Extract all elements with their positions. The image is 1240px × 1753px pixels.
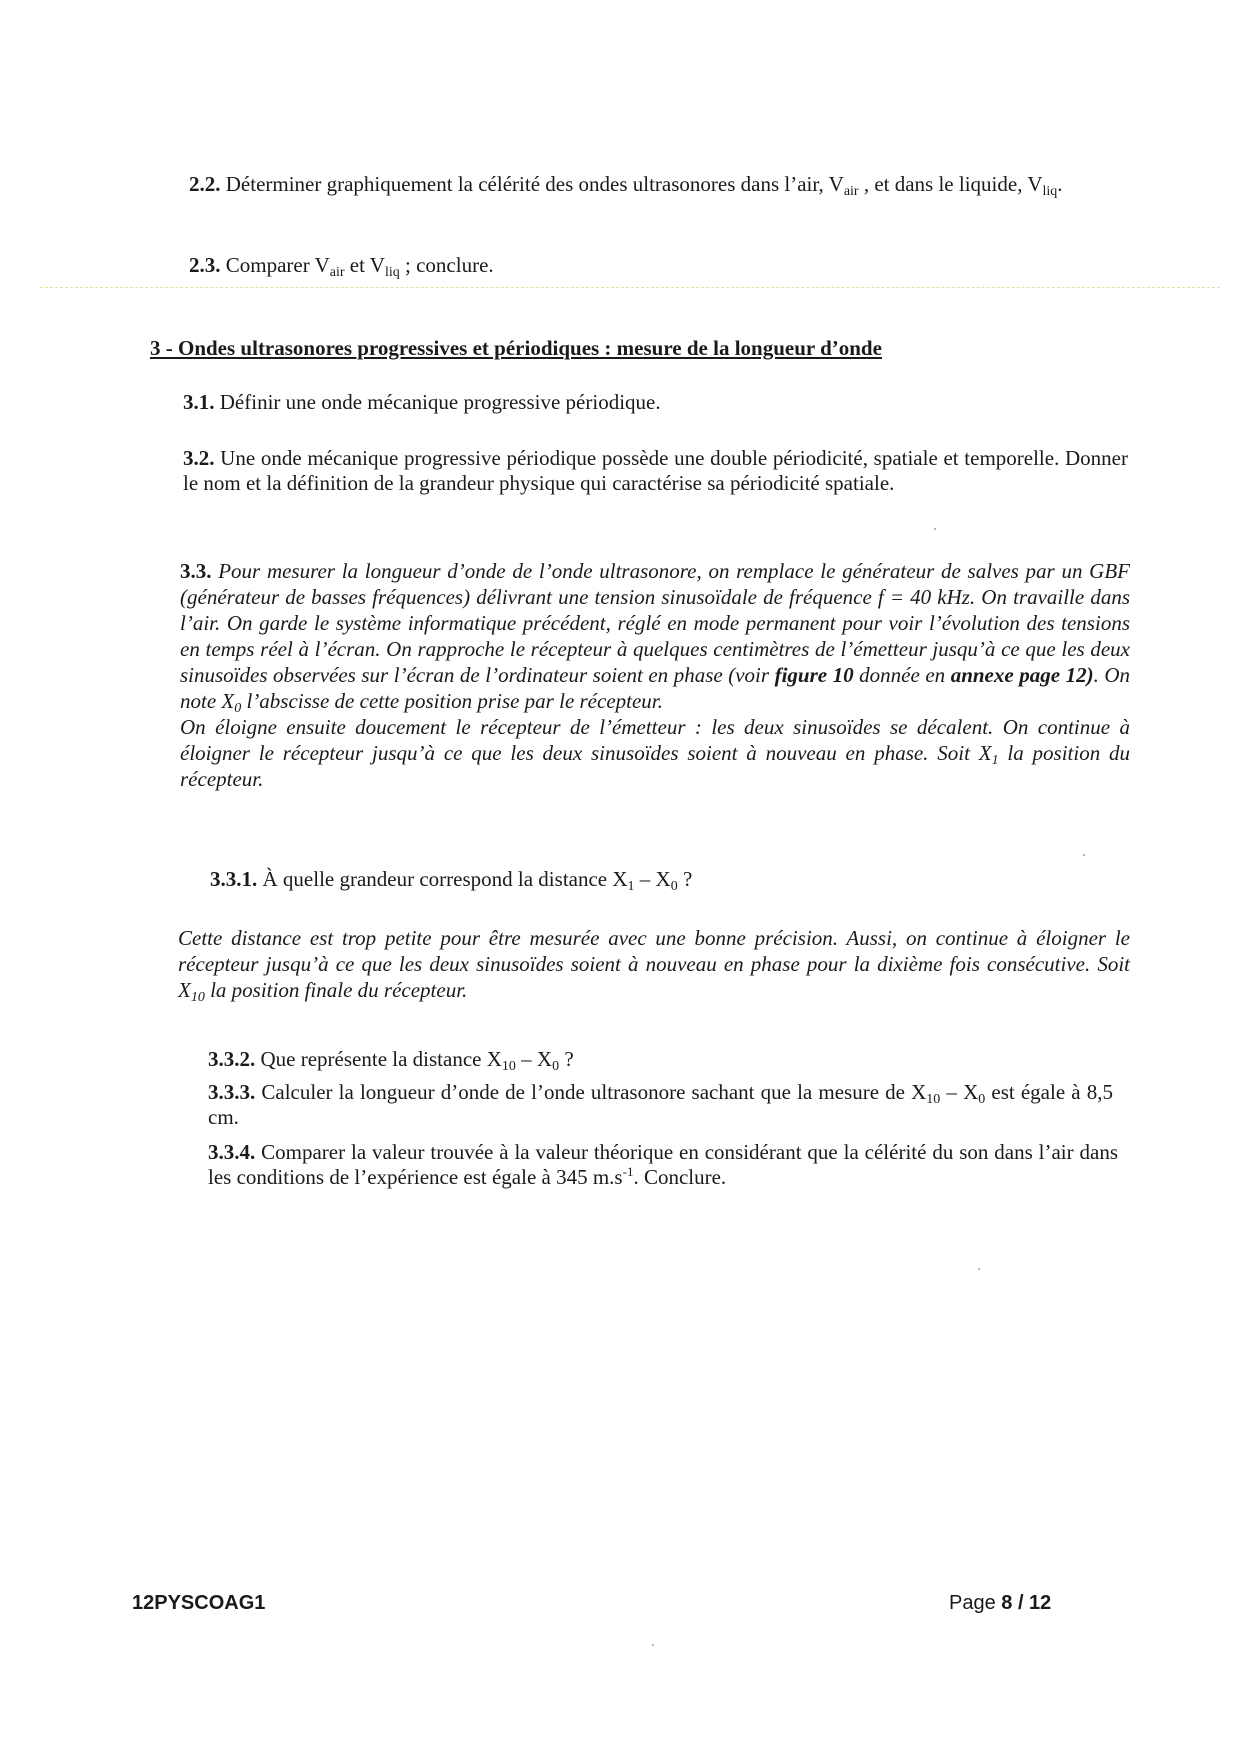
question-2-2: 2.2. Déterminer graphiquement la célérité des ondes ultrasonores dans l’air, $V_{air}$ , et dans le liquide, $V_{liq}$. xyxy=(189,172,1063,199)
scan-speck xyxy=(1083,854,1085,856)
annex-reference: annexe page 12) xyxy=(950,663,1094,687)
question-number: 2.2. xyxy=(189,172,221,196)
question-3-3: 3.3. Pour mesurer la longueur d’onde de l’onde ultrasonore, on remplace le générateur de salves par un GBF (générateur de basses fréquences) délivrant une tension sinusoïdale de fréquence f = 40 kHz. On travaille dans l’air. On garde le système informatique précédent, réglé en mode permanent pour voir l’évolution des tensions en temps réel à l’écran. On rapproche le récepteur à quelques centimètres de l’émetteur jusqu’à ce que les deux sinusoïdes observées sur l’écran de l’ordinateur soient en phase (voir figure 10 donnée en annexe page 12). On note $X_0$ l’abscisse de cette position prise par le récepteur. On éloigne ensuite doucement le récepteur de l’émetteur : les deux sinusoïdes se décalent. On continue à éloigner le récepteur jusqu’à ce que les deux sinusoïdes soient à nouveau en phase. Soit $X_1$ la position du récepteur. xyxy=(180,559,1131,791)
question-number: 3.1. xyxy=(183,390,215,414)
question-number: 3.3.1. xyxy=(210,867,258,891)
question-3-3-2: 3.3.2. Que représente la distance $X_{10} - X_0$ ? xyxy=(208,1047,574,1074)
scan-speck xyxy=(652,1644,654,1646)
question-number: 3.3.4. xyxy=(208,1140,256,1164)
question-number: 3.3. xyxy=(180,559,212,583)
question-number: 2.3. xyxy=(189,253,221,277)
instruction-paragraph: Cette distance est trop petite pour être mesurée avec une bonne précision. Aussi, on continue à éloigner le récepteur jusqu’à ce que les deux sinusoïdes soient à nouveau en phase pour la dixième fois consécutive. Soit $X_{10}$ la position finale du récepteur. xyxy=(178,926,1130,1005)
question-3-1: 3.1. Définir une onde mécanique progressive périodique. xyxy=(183,390,661,414)
question-3-3-1: 3.3.1. À quelle grandeur correspond la distance $X_1 - X_0$ ? xyxy=(210,867,693,894)
question-2-3: 2.3. Comparer $V_{air}$ et $V_{liq}$ ; conclure. xyxy=(189,253,494,280)
scan-speck xyxy=(934,528,936,530)
question-number: 3.2. xyxy=(183,446,215,470)
section-3-heading: 3 - Ondes ultrasonores progressives et périodiques : mesure de la longueur d’onde xyxy=(150,336,882,360)
question-number: 3.3.3. xyxy=(208,1080,256,1104)
question-3-3-paragraph-2: On éloigne ensuite doucement le récepteur de l’émetteur : les deux sinusoïdes se décalent. On continue à éloigner le récepteur jusqu’à ce que les deux sinusoïdes soient à nouveau en phase. Soit $X_1$ la position du récepteur. xyxy=(180,715,1131,791)
question-number: 3.3.2. xyxy=(208,1047,256,1071)
page-number: Page 8 / 12 xyxy=(949,1592,1052,1614)
scan-artifact-line xyxy=(40,287,1220,288)
question-3-3-4: 3.3.4. Comparer la valeur trouvée à la valeur théorique en considérant que la célérité du son dans l’air dans les conditions de l’expérience est égale à 345 $m.s^{-1}$. Conclure. xyxy=(208,1140,1118,1189)
document-code: 12PYSCOAG1 xyxy=(132,1592,266,1614)
question-3-2: 3.2. Une onde mécanique progressive périodique possède une double périodicité, spatiale et temporelle. Donner le nom et la définition de la grandeur physique qui caractérise sa périodicité spatiale. xyxy=(183,446,1128,495)
scan-speck xyxy=(978,1268,980,1270)
question-3-3-3: 3.3.3. Calculer la longueur d’onde de l’onde ultrasonore sachant que la mesure de $X_{10} - X_0$ est égale à 8,5 cm. xyxy=(208,1080,1113,1129)
figure-reference: figure 10 xyxy=(774,663,854,687)
